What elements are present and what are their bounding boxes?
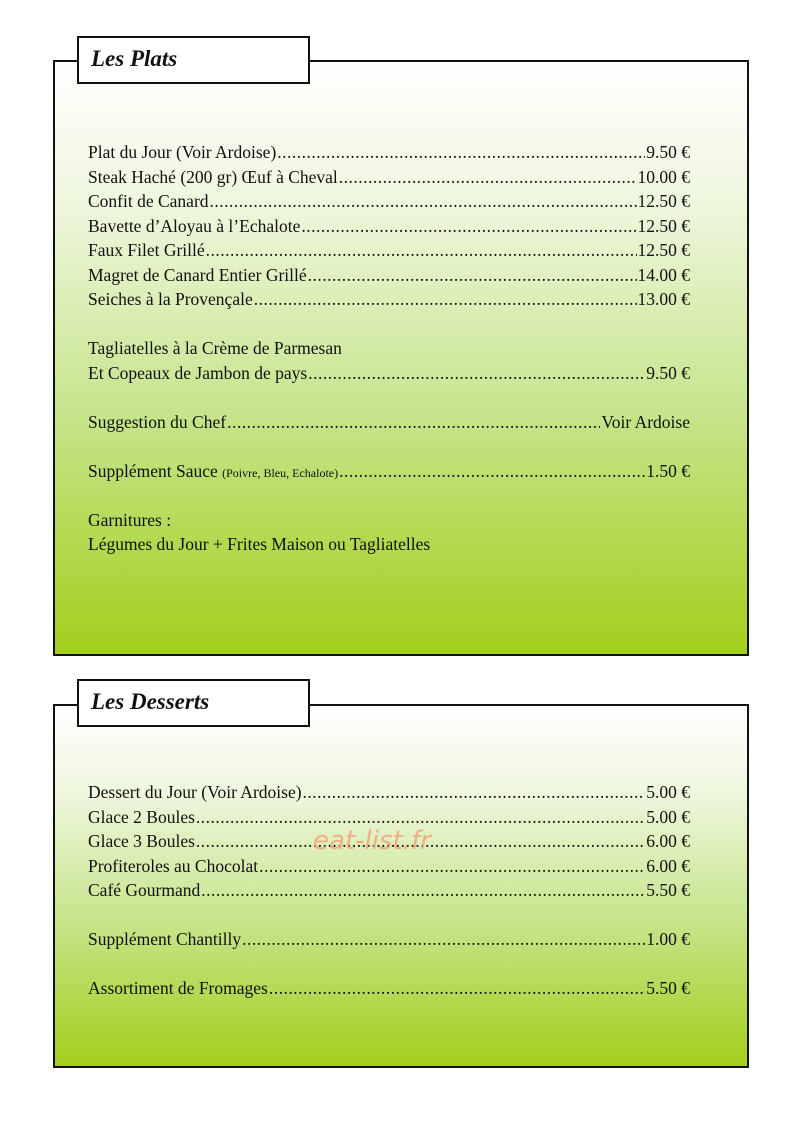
- item-price: 5.00 €: [646, 782, 690, 802]
- leader-dots: [201, 880, 645, 901]
- item-price: 1.00 €: [646, 929, 690, 949]
- item-price: 12.50 €: [637, 215, 690, 236]
- menu-item: [88, 363, 690, 388]
- item-label: Seiches à la Provençale: [88, 289, 253, 309]
- item-price: 6.00 €: [646, 855, 690, 876]
- item-price: 6.00 €: [646, 831, 690, 851]
- menu-item: [88, 461, 690, 486]
- item-label: Glace 3 Boules: [88, 831, 195, 851]
- leader-dots: [339, 167, 637, 188]
- item-price: 5.50 €: [646, 978, 690, 998]
- item-price: 5.50 €: [646, 880, 690, 900]
- menu-item: [88, 265, 690, 290]
- leader-dots: [242, 929, 645, 950]
- tagliatelles-line1: Tagliatelles à la Crème de Parmesan: [88, 338, 342, 358]
- item-label: Profiteroles au Chocolat: [88, 855, 259, 876]
- menu-item: [88, 880, 690, 905]
- item-label: Bavette d’Aloyau à l’Echalote: [88, 215, 301, 236]
- leader-dots: [210, 191, 637, 212]
- item-label: Dessert du Jour (Voir Ardoise): [88, 782, 302, 802]
- garnitures-text: Légumes du Jour + Frites Maison ou Tagliatelles: [88, 534, 431, 554]
- leader-dots: [259, 856, 645, 877]
- item-price: 9.50 €: [646, 362, 690, 383]
- spacer: [88, 314, 690, 339]
- item-price: 12.50 €: [637, 191, 690, 211]
- item-price: 9.50 €: [646, 142, 690, 162]
- item-price: 10.00 €: [637, 166, 690, 187]
- spacer: [88, 905, 690, 930]
- item-label-text: Supplément Sauce: [88, 460, 223, 481]
- leader-dots: [308, 363, 645, 384]
- leader-dots: [196, 807, 645, 828]
- leader-dots: [339, 461, 645, 482]
- menu-item: [88, 978, 690, 1003]
- leader-dots: [269, 978, 645, 999]
- item-label: Confit de Canard: [88, 191, 209, 211]
- item-price: Voir Ardoise: [601, 411, 690, 432]
- menu-item: [88, 929, 690, 954]
- leader-dots: [277, 142, 645, 163]
- leader-dots: [303, 782, 646, 803]
- item-price: 1.50 €: [646, 460, 690, 481]
- spacer: [88, 387, 690, 412]
- item-label: Magret de Canard Entier Grillé: [88, 264, 307, 285]
- garnitures-label: Garnitures :: [88, 509, 172, 530]
- menu-item: [88, 216, 690, 241]
- leader-dots: [308, 265, 637, 286]
- menu-item: [88, 856, 690, 881]
- plats-title: Les Plats: [77, 36, 310, 84]
- item-label: Supplément Chantilly: [88, 929, 242, 949]
- spacer: [88, 485, 690, 510]
- spacer: [88, 436, 690, 461]
- menu-item: [88, 240, 690, 265]
- leader-dots: [206, 240, 637, 261]
- menu-item: [88, 412, 690, 437]
- item-label: Plat du Jour (Voir Ardoise): [88, 142, 277, 162]
- leader-dots: [301, 216, 636, 237]
- menu-item: [88, 289, 690, 314]
- item-label: Steak Haché (200 gr) Œuf à Cheval: [88, 166, 338, 187]
- item-price: 14.00 €: [637, 264, 690, 285]
- item-label: Faux Filet Grillé: [88, 240, 205, 260]
- desserts-title: Les Desserts: [77, 679, 310, 727]
- item-label: Et Copeaux de Jambon de pays: [88, 362, 308, 383]
- menu-item: [88, 167, 690, 192]
- menu-item: [88, 191, 690, 216]
- leader-dots: [227, 412, 600, 433]
- menu-item: [88, 142, 690, 167]
- desserts-list: [88, 782, 690, 1003]
- item-note: (Poivre, Bleu, Echalote): [222, 465, 339, 480]
- item-label: Suggestion du Chef: [88, 411, 227, 432]
- item-price: 12.50 €: [637, 240, 690, 260]
- spacer: [88, 954, 690, 979]
- item-label: Café Gourmand: [88, 880, 201, 900]
- watermark: eat-list.fr: [313, 826, 431, 856]
- item-price: 5.00 €: [646, 806, 690, 827]
- menu-item: [88, 782, 690, 807]
- item-label: Assortiment de Fromages: [88, 978, 268, 998]
- plats-list: [88, 142, 690, 559]
- item-label: Glace 2 Boules: [88, 806, 195, 827]
- item-label: [88, 461, 338, 482]
- item-price: 13.00 €: [637, 289, 690, 309]
- leader-dots: [254, 289, 637, 310]
